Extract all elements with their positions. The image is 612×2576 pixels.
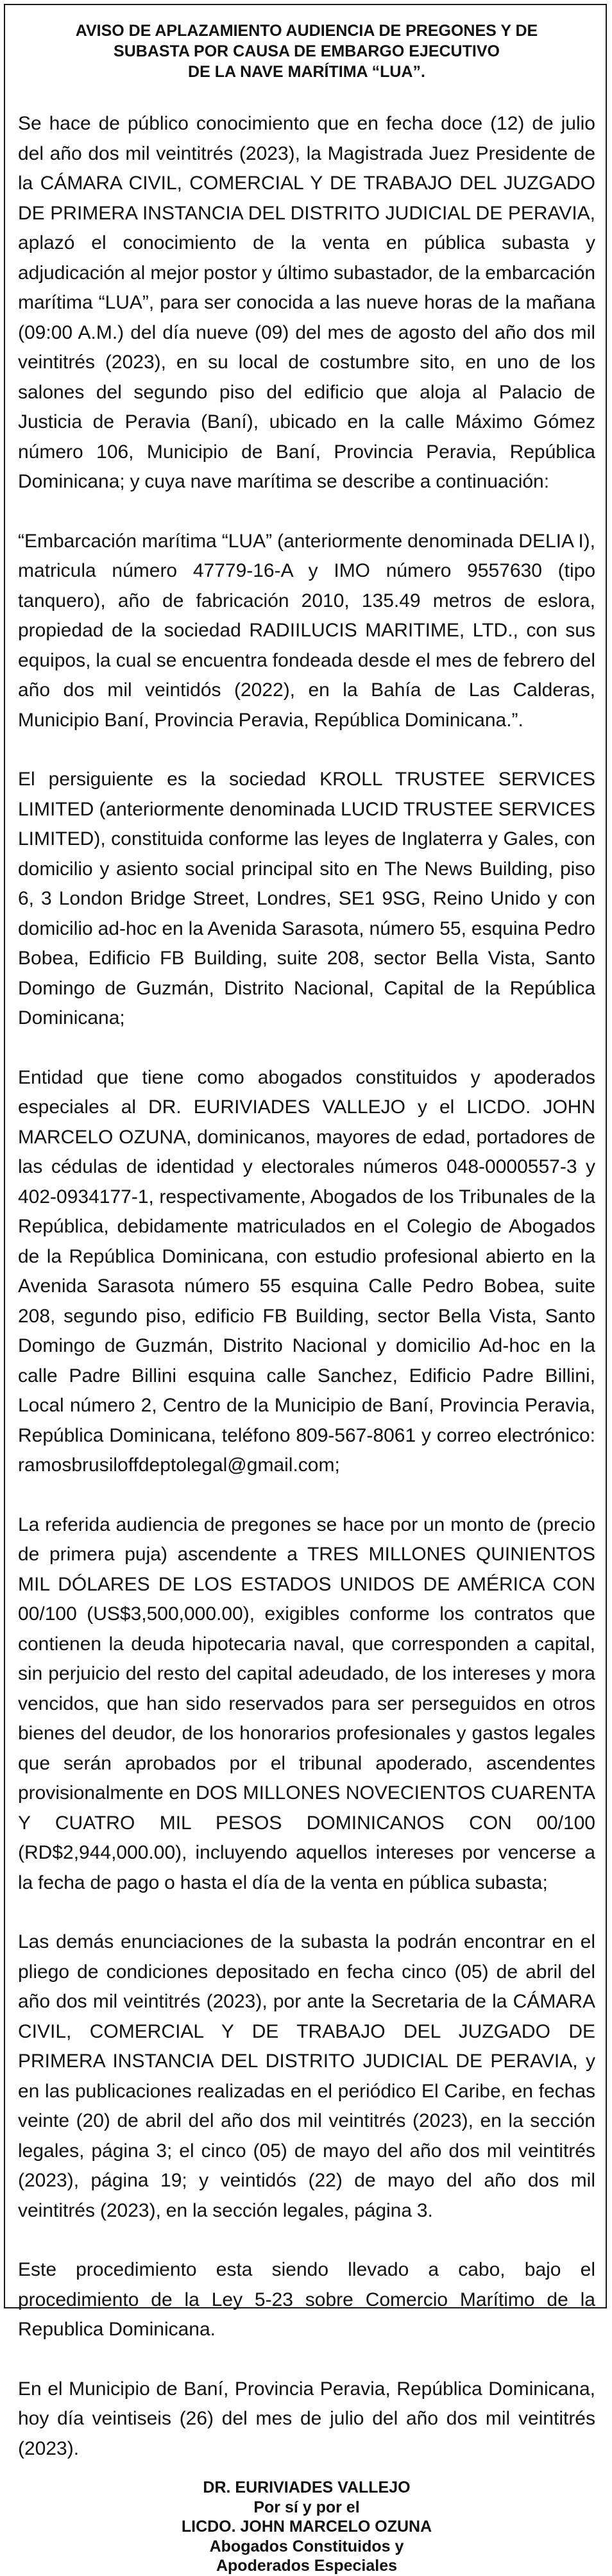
paragraph-attorneys: Entidad que tiene como abogados constituidos y apoderados especiales al DR. EURIVIADES VALLEJO y el LICDO. JOHN MARCELO OZUNA, dominicanos, mayores de edad, portadores de las cédulas de identidad y electorales números 048-0000557-3 y 402-0934177-1, respectivamente, Abogados de los Tribunales de la República, debidamente matriculados en el Colegio de Abogados de la República Dominicana, con estudio profesional abierto en la Avenida Sarasota número 55 esquina Calle Pedro Bobea, suite 208, segundo piso, edificio FB Building, sector Bella Vista, Santo Domingo de Guzmán, Distrito Nacional y domicilio Ad-hoc en la calle Padre Billini esquina calle Sanchez, Edificio Padre Billini, Local número 2, Centro de la Municipio de Baní, Provincia Peravia, República Dominicana, teléfono 809-567-8061 y correo electrónico: ramosbrusiloffdeptolegal@gmail.com; (18, 1066, 595, 1476)
notice-title (18, 21, 595, 82)
spacer (18, 1898, 595, 1927)
notice-title-line-3: DE LA NAVE MARÍTIMA “LUA”. (188, 63, 425, 81)
paragraph-procedure: Este procedimiento esta siendo llevado a cabo, bajo el procedimiento de la Ley 5-23 sobre Comercio Marítimo de la Republica Dominicana. (18, 2259, 595, 2340)
notice-content (18, 21, 595, 2576)
signature-line-5: Apoderados Especiales (216, 2557, 398, 2575)
paragraph-publications: Las demás enunciaciones de la subasta la podrán encontrar en el pliego de condiciones depositado en fecha cinco (05) de abril del año dos mil veintitrés (2023), por ante la Secretaria de la CÁMARA CIVIL, COMERCIAL Y DE TRABAJO DEL JUZGADO DE PRIMERA INSTANCIA DEL DISTRITO JUDICIAL DE PERAVIA, y en las publicaciones realizadas en el periódico El Caribe, en fechas veinte (20) de abril del año dos mil veintitrés (2023), en la sección legales, página 3; el cinco (05) de mayo del año dos mil veintitrés (2023), página 19; y veintidós (22) de mayo del año dos mil veintitrés (2023), en la sección legales, página 3. (18, 1931, 595, 2221)
notice-frame (4, 4, 607, 2575)
spacer (18, 1034, 595, 1063)
notice-title-line-1: AVISO DE APLAZAMIENTO AUDIENCIA DE PREGONES Y DE (75, 22, 538, 40)
paragraph-pursuing-party: El persiguiente es la sociedad KROLL TRUSTEE SERVICES LIMITED (anteriormente denominada LUCID TRUSTEE SERVICES LIMITED), constituida conforme las leyes de Inglaterra y Gales, con domicilio y asiento social principal sito en The News Building, piso 6, 3 London Bridge Street, Londres, SE1 9SG, Reino Unido y con domicilio ad-hoc en la Avenida Sarasota, número 55, esquina Pedro Bobea, Edificio FB Building, suite 208, sector Bella Vista, Santo Domingo de Guzmán, Distrito Nacional, Capital de la República Dominicana; (18, 769, 595, 1028)
signature-block (18, 2478, 595, 2576)
spacer (18, 2226, 595, 2255)
spacer (18, 497, 595, 527)
signature-line-1: DR. EURIVIADES VALLEJO (203, 2478, 411, 2496)
spacer (18, 2345, 595, 2375)
notice-title-line-2: SUBASTA POR CAUSA DE EMBARGO EJECUTIVO (114, 42, 500, 60)
paragraph-place-date: En el Municipio de Baní, Provincia Peravia, República Dominicana, hoy día veintiseis (26) del mes de julio del año dos mil veintitrés (2023). (18, 2378, 595, 2459)
paragraph-vessel-description: “Embarcación marítima “LUA” (anteriormente denominada DELIA I), matricula número 47779-16-A y IMO número 9557630 (tipo tanquero), año de fabricación 2010, 135.49 metros de eslora, propiedad de la sociedad RADIILUCIS MARITIME, LTD., con sus equipos, la cual se encuentra fondeada desde el mes de febrero del año dos mil veintidós (2022), en la Bahía de Las Calderas, Municipio Baní, Provincia Peravia, República Dominicana.”. (18, 530, 595, 731)
paragraph-postponement: Se hace de público conocimiento que en fecha doce (12) de julio del año dos mil veintitrés (2023), la Magistrada Juez Presidente de la CÁMARA CIVIL, COMERCIAL Y DE TRABAJO DEL JUZGADO DE PRIMERA INSTANCIA DEL DISTRITO JUDICIAL DE PERAVIA, aplazó el conocimiento de la venta en pública subasta y adjudicación al mejor postor y último subastador, de la embarcación marítima “LUA”, para ser conocida a las nueve horas de la mañana (09:00 A.M.) del día nueve (09) del mes de agosto del año dos mil veintitrés (2023), en su local de costumbre sito, en uno de los salones del segundo piso del edificio que aloja al Palacio de Justicia de Peravia (Baní), ubicado en la calle Máximo Gómez número 106, Municipio de Baní, Provincia Peravia, República Dominicana; y cuya nave marítima se describe a continuación: (18, 113, 595, 492)
paragraph-amount: La referida audiencia de pregones se hace por un monto de (precio de primera puja) ascendente a TRES MILLONES QUINIENTOS MIL DÓLARES DE LOS ESTADOS UNIDOS DE AMÉRICA CON 00/100 (US$3,500,000.00), exigibles conforme los contratos que contienen la deuda hipotecaria naval, que corresponden a capital, sin perjuicio del resto del capital adeudado, de los intereses y mora vencidos, que han sido reservados para ser perseguidos en otros bienes del deudor, de los honorarios profesionales y gastos legales que serán aprobados por el tribunal apoderado, ascendentes provisionalmente en DOS MILLONES NOVECIENTOS CUARENTA Y CUATRO MIL PESOS DOMINICANOS CON 00/100 (RD$2,944,000.00), incluyendo aquellos intereses por vencerse a la fecha de pago o hasta el día de la venta en pública subasta; (18, 1514, 595, 1893)
signature-line-2: Por sí y por el (253, 2498, 360, 2516)
signature-line-3: LICDO. JOHN MARCELO OZUNA (181, 2518, 432, 2536)
spacer (18, 1481, 595, 1510)
signature-line-4: Abogados Constituidos y (209, 2537, 404, 2555)
spacer (18, 735, 595, 765)
spacer (18, 82, 595, 109)
